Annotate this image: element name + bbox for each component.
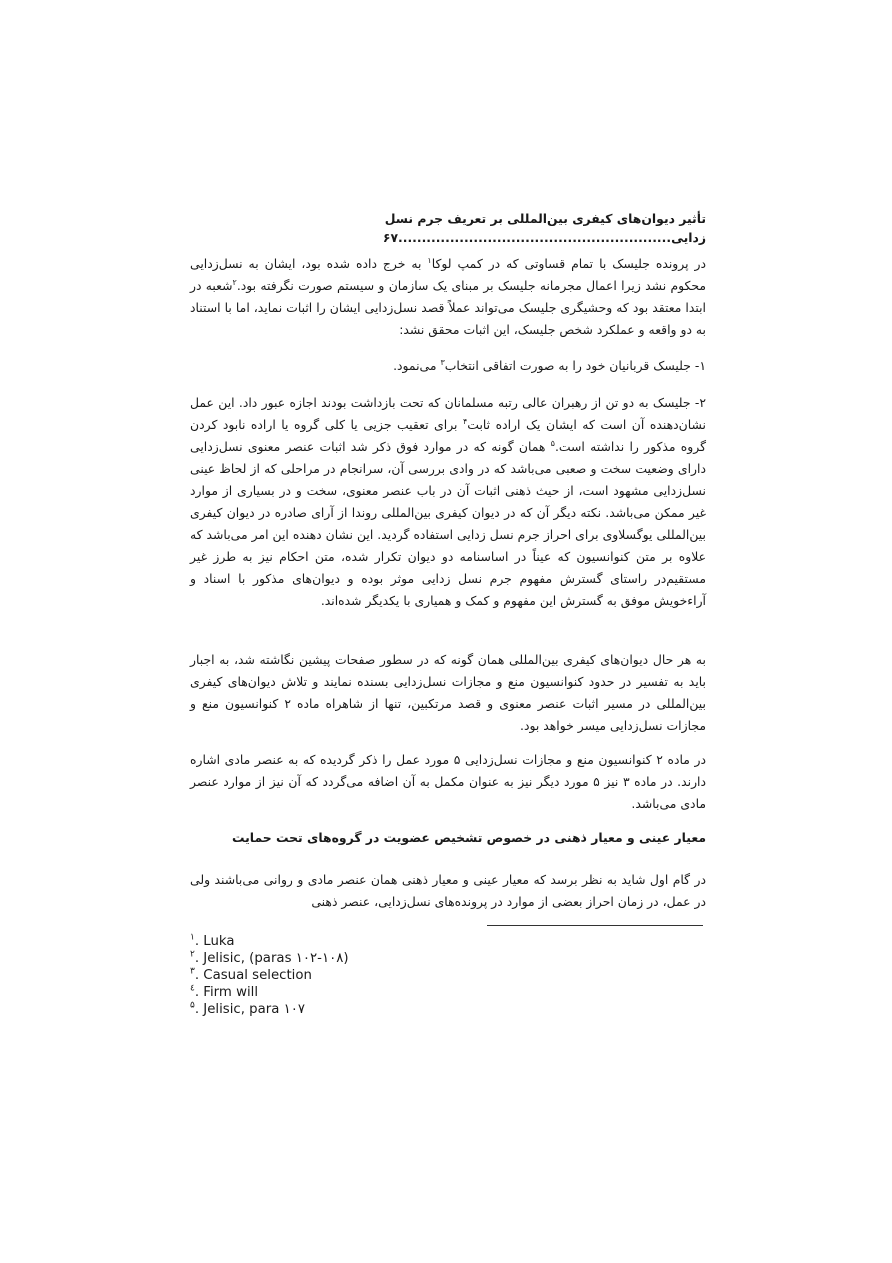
footnotes: [190, 933, 590, 1018]
toc-title-end: زدایی: [671, 230, 706, 245]
toc-page-number: ۶۷: [382, 230, 399, 245]
paragraph-text: می‌نمود.: [393, 358, 441, 373]
footnote-mark: ۵: [190, 1000, 195, 1011]
toc-leader: ..........................................................: [398, 230, 672, 245]
paragraph-3: [190, 392, 706, 612]
paragraph-5: در ماده ۲ کنوانسیون منع و مجازات نسل‌زدایی ۵ مورد عمل را ذکر گردیده که به عنصر مادی اشاره دارند. در ماده ۳ نیز ۵ مورد دیگر نیز به عنوان مکمل به آن اضافه می‌گردد که آن نیز از موارد عنصر مادی می‌باشد.: [190, 752, 707, 811]
footnote-separator: [487, 925, 703, 926]
paragraph-6: در گام اول شاید به نظر برسد که معیار عینی و معیار ذهنی همان عنصر مادی و روانی می‌باشند ولی در عمل، در زمان احراز بعضی از موارد در پرونده‌های نسل‌زدایی، عنصر ذهنی: [190, 872, 706, 909]
footnote-mark: ۱: [190, 932, 195, 943]
toc-entry: [190, 209, 706, 247]
footnote-ref: ۵: [550, 438, 555, 448]
paragraph-text: به خرج داده شده بود، ایشان به نسل‌زدایی محکوم نشد زیرا اعمال مجرمانه جلیسک بر مبنای یک سازمان و سیستم صورت نگرفته بود.: [190, 256, 706, 293]
toc-leader-line: [382, 228, 706, 247]
footnote-ref: ۲: [232, 277, 237, 287]
section-heading: معیار عینی و معیار ذهنی در خصوص تشخیص عضویت در گروه‌های تحت حمایت: [232, 830, 706, 845]
footnote-item: [190, 950, 590, 967]
footnote-item: [190, 967, 590, 984]
footnote-mark: ٤: [190, 983, 195, 994]
footnote-item: [190, 933, 590, 950]
paragraph-text: همان گونه که در موارد فوق ذکر شد اثبات عنصر معنوی نسل‌زدایی دارای وضعیت سخت و صعبی می‌باشد که در وادی بررسی آن، سرانجام در مراحلی که از لحاظ عینی نسل‌زدایی مشهود است، از حیث ذهنی اثبات آن در باب عنصر معنوی، سخت و در بسیاری از موارد غیر ممکن می‌باشد. نکته دیگر آن که در دیوان کیفری بین‌المللی روندا از آرای صادره در دیوان کیفری بین‌المللی یوگسلاوی برای احراز جرم نسل زدایی استفاده گردید. این نشان دهنده این امر می‌باشد که علاوه بر متن کنوانسیون که عیناً در اساسنامه دو دیوان تکرار شده، متن احکام نیز به طرز غیر مستقیم‌در راستای گسترش مفهوم جرم نسل زدایی موثر بوده و دیوان‌های مذکور با اسناد و آراءخویش موفق به گسترش این مفهوم و کمک و همیاری با یکدیگر شده‌اند.: [190, 439, 706, 608]
footnote-ref: ۳: [440, 357, 445, 367]
footnote-text: . Luka: [194, 934, 235, 949]
paragraph-4: به هر حال دیوان‌های کیفری بین‌المللی همان گونه که در سطور صفحات پیشین نگاشته شد، به اجبار باید به تفسیر در حدود کنوانسیون منع و مجازات نسل‌زدایی بسنده نمایند و تلاش دیوان‌های کیفری بین‌المللی در مسیر اثبات عنصر معنوی و قصد مرتکبین، تنها از شاهراه ماده ۲ کنوانسیون منع و مجازات نسل‌زدایی میسر خواهد بود.: [190, 652, 706, 733]
toc-title: تأثیر دیوان‌های کیفری بین‌المللی بر تعریف جرم نسل: [384, 211, 706, 226]
footnote-mark: ۲: [190, 949, 195, 960]
footnote-text: . Firm will: [194, 985, 259, 1000]
paragraph-1: [190, 253, 706, 341]
footnote-item: [190, 1001, 590, 1018]
footnote-ref: ۴: [462, 416, 468, 426]
footnote-text: . Casual selection: [194, 968, 312, 983]
footnote-item: [190, 984, 590, 1001]
paragraph-text: برای تعقیب جزیی یا کلی گروه یا اراده نابود کردن گروه مذکور را نداشته است.: [190, 417, 706, 454]
paragraph-text: شعبه در ابتدا معتقد بود که وحشیگری جلیسک می‌تواند عملاً قصد نسل‌زدایی ایشان را اثبات نماید، اما با استناد به دو واقعه و عملکرد شخص جلیسک، این اثبات محقق نشد:: [190, 278, 706, 337]
footnote-text: . Jelisic, (paras ۱۰۲-۱۰۸): [194, 951, 349, 966]
footnote-text: . Jelisic, para ۱۰۷: [194, 1002, 306, 1017]
paragraph-2: [190, 355, 706, 377]
paragraph-text: ۲- جلیسک به دو تن از رهبران عالی رتبه مسلمانان که تحت بازداشت بودند اجازه عبور داد. این عمل نشان‌دهنده آن است که ایشان یک اراده ثابت: [190, 395, 706, 432]
footnote-ref: ۱: [427, 255, 432, 265]
footnote-mark: ۳: [190, 966, 195, 977]
paragraph-text: ۱- جلیسک قربانیان خود را به صورت اتفاقی انتخاب: [444, 358, 706, 373]
paragraph-text: در پرونده جلیسک با تمام قساوتی که در کمپ لوکا: [431, 256, 706, 271]
